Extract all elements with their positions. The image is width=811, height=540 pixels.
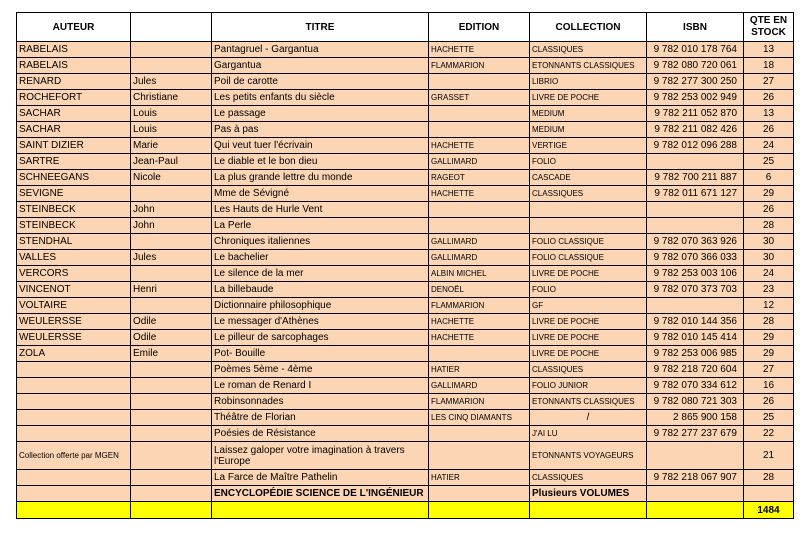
cell-qte [744,486,794,502]
cell-auteur: RABELAIS [17,58,131,74]
cell-titre: Le bachelier [212,250,429,266]
cell-isbn [647,486,744,502]
cell-edition [429,486,530,502]
cell-titre: Le passage [212,106,429,122]
cell-isbn: 9 782 012 096 288 [647,138,744,154]
cell-qte: 25 [744,154,794,170]
cell-collection: FOLIO CLASSIQUE [530,250,647,266]
cell-collection [530,202,647,218]
table-row [17,58,794,74]
cell-titre: Poésies de Résistance [212,426,429,442]
cell-prenom [131,266,212,282]
cell-edition: HATIER [429,470,530,486]
cell-prenom [131,378,212,394]
cell-edition: HACHETTE [429,186,530,202]
cell-prenom [131,442,212,470]
cell-edition: FLAMMARION [429,298,530,314]
cell-qte: 24 [744,138,794,154]
cell-auteur: RENARD [17,74,131,90]
table-row [17,266,794,282]
table-row [17,394,794,410]
cell-isbn: 2 865 900 158 [647,410,744,426]
cell-titre: Le roman de Renard I [212,378,429,394]
cell-edition: HATIER [429,362,530,378]
cell-prenom [131,486,212,502]
cell-edition: ALBIN MICHEL [429,266,530,282]
table-row [17,74,794,90]
cell-auteur: VERCORS [17,266,131,282]
cell-auteur: SACHAR [17,106,131,122]
cell-qte: 6 [744,170,794,186]
cell-collection: FOLIO [530,154,647,170]
cell-auteur: RABELAIS [17,42,131,58]
cell-qte: 29 [744,346,794,362]
cell-isbn: 9 782 080 721 303 [647,394,744,410]
cell-isbn [647,442,744,470]
cell-titre: Dictionnaire philosophique [212,298,429,314]
cell-prenom: Emile [131,346,212,362]
cell-isbn: 9 782 277 300 250 [647,74,744,90]
table-row [17,202,794,218]
cell-titre: Poil de carotte [212,74,429,90]
cell-qte: 28 [744,218,794,234]
cell-qte: 13 [744,106,794,122]
cell-titre: Théâtre de Florian [212,410,429,426]
cell-collection: ETONNANTS VOYAGEURS [530,442,647,470]
table-row [17,330,794,346]
cell-titre: Pot- Bouille [212,346,429,362]
header-edition: EDITION [429,13,530,42]
header-qte: QTE EN STOCK [744,13,794,42]
cell-isbn [647,298,744,314]
table-row [17,218,794,234]
total-quantity: 1484 [744,502,794,519]
cell-isbn: 9 782 211 082 426 [647,122,744,138]
cell-edition: FLAMMARION [429,58,530,74]
table-row [17,282,794,298]
cell-collection: LIVRE DE POCHE [530,266,647,282]
cell-prenom: Marie [131,138,212,154]
cell-qte: 28 [744,314,794,330]
cell-titre: ENCYCLOPÉDIE SCIENCE DE L'INGÉNIEUR [212,486,429,502]
cell-qte: 18 [744,58,794,74]
cell-prenom [131,186,212,202]
cell-prenom [131,426,212,442]
cell-auteur [17,362,131,378]
cell-collection: LIVRE DE POCHE [530,330,647,346]
cell-qte: 30 [744,234,794,250]
cell-prenom [131,234,212,250]
cell-edition [429,426,530,442]
table-row [17,378,794,394]
cell-isbn: 9 782 218 720 604 [647,362,744,378]
cell-prenom: John [131,202,212,218]
table-row [17,234,794,250]
cell-collection: ETONNANTS CLASSIQUES [530,394,647,410]
cell-collection: MEDIUM [530,122,647,138]
cell-collection: / [530,410,647,426]
cell-edition: GALLIMARD [429,234,530,250]
table-row [17,170,794,186]
cell-prenom: Louis [131,122,212,138]
cell-isbn: 9 782 010 178 764 [647,42,744,58]
cell-titre: La plus grande lettre du monde [212,170,429,186]
cell-prenom: Jean-Paul [131,154,212,170]
cell-qte: 16 [744,378,794,394]
total-cell-empty-2 [131,502,212,519]
cell-isbn: 9 782 010 144 356 [647,314,744,330]
table-row [17,154,794,170]
table-row [17,442,794,470]
cell-auteur: WEULERSSE [17,330,131,346]
cell-edition: RAGEOT [429,170,530,186]
table-row [17,470,794,486]
cell-collection: LIBRIO [530,74,647,90]
total-cell-empty-5 [530,502,647,519]
cell-edition [429,74,530,90]
cell-qte: 29 [744,330,794,346]
cell-edition: GRASSET [429,90,530,106]
cell-qte: 25 [744,410,794,426]
cell-titre: Mme de Sévigné [212,186,429,202]
cell-titre: Les petits enfants du siècle [212,90,429,106]
cell-prenom: Nicole [131,170,212,186]
cell-qte: 27 [744,362,794,378]
cell-edition [429,218,530,234]
cell-isbn: 9 782 070 363 926 [647,234,744,250]
cell-collection: FOLIO JUNIOR [530,378,647,394]
cell-qte: 24 [744,266,794,282]
cell-edition: LES CINQ DIAMANTS [429,410,530,426]
total-row [17,502,794,519]
stock-table [16,12,794,519]
cell-titre: La Perle [212,218,429,234]
cell-prenom: Christiane [131,90,212,106]
table-row [17,106,794,122]
cell-auteur: VINCENOT [17,282,131,298]
cell-qte: 26 [744,122,794,138]
cell-auteur: SAINT DIZIER [17,138,131,154]
table-row [17,250,794,266]
cell-prenom [131,394,212,410]
cell-auteur: VOLTAIRE [17,298,131,314]
cell-auteur: WEULERSSE [17,314,131,330]
cell-auteur: SACHAR [17,122,131,138]
cell-collection: LIVRE DE POCHE [530,90,647,106]
cell-titre: Le pilleur de sarcophages [212,330,429,346]
cell-auteur: STEINBECK [17,218,131,234]
cell-auteur [17,410,131,426]
cell-collection: CASCADE [530,170,647,186]
cell-edition: HACHETTE [429,314,530,330]
cell-isbn [647,202,744,218]
table-row [17,138,794,154]
cell-prenom [131,42,212,58]
cell-prenom [131,298,212,314]
cell-edition [429,442,530,470]
cell-titre: Pantagruel - Gargantua [212,42,429,58]
cell-isbn: 9 782 253 006 985 [647,346,744,362]
cell-edition: HACHETTE [429,330,530,346]
cell-edition: HACHETTE [429,42,530,58]
table-row [17,486,794,502]
cell-qte: 21 [744,442,794,470]
cell-collection: GF [530,298,647,314]
table-row [17,410,794,426]
cell-prenom: John [131,218,212,234]
cell-titre: Laissez galoper votre imagination à travers l'Europe [212,442,429,470]
cell-collection: FOLIO [530,282,647,298]
cell-isbn [647,154,744,170]
cell-qte: 29 [744,186,794,202]
table-row [17,122,794,138]
cell-prenom: Odile [131,330,212,346]
cell-prenom [131,470,212,486]
cell-prenom [131,58,212,74]
cell-auteur [17,426,131,442]
cell-collection: VERTIGE [530,138,647,154]
cell-isbn: 9 782 253 002 949 [647,90,744,106]
cell-titre: La billebaude [212,282,429,298]
cell-qte: 26 [744,394,794,410]
total-cell-empty-3 [212,502,429,519]
cell-collection: MEDIUM [530,106,647,122]
cell-titre: Les Hauts de Hurle Vent [212,202,429,218]
cell-isbn: 9 782 070 334 612 [647,378,744,394]
cell-collection: CLASSIQUES [530,362,647,378]
table-row [17,426,794,442]
cell-qte: 12 [744,298,794,314]
cell-collection: J'AI LU [530,426,647,442]
cell-edition: GALLIMARD [429,154,530,170]
cell-collection: CLASSIQUES [530,42,647,58]
cell-prenom: Odile [131,314,212,330]
cell-auteur [17,378,131,394]
cell-titre: Le messager d'Athènes [212,314,429,330]
table-row [17,186,794,202]
header-titre: TITRE [212,13,429,42]
cell-isbn: 9 782 010 145 414 [647,330,744,346]
header-isbn: ISBN [647,13,744,42]
cell-auteur: STENDHAL [17,234,131,250]
cell-titre: Qui veut tuer l'écrivain [212,138,429,154]
total-cell-empty-6 [647,502,744,519]
cell-auteur [17,486,131,502]
cell-edition: FLAMMARION [429,394,530,410]
cell-edition [429,122,530,138]
cell-collection: CLASSIQUES [530,186,647,202]
cell-auteur: ZOLA [17,346,131,362]
header-prenom [131,13,212,42]
cell-titre: La Farce de Maître Pathelin [212,470,429,486]
cell-collection: LIVRE DE POCHE [530,346,647,362]
cell-collection: LIVRE DE POCHE [530,314,647,330]
cell-titre: Le silence de la mer [212,266,429,282]
cell-edition [429,106,530,122]
cell-qte: 13 [744,42,794,58]
cell-auteur: SEVIGNE [17,186,131,202]
cell-isbn: 9 782 070 373 703 [647,282,744,298]
table-row [17,42,794,58]
header-collection: COLLECTION [530,13,647,42]
header-row [17,13,794,42]
cell-auteur: Collection offerte par MGEN [17,442,131,470]
total-cell-empty-1 [17,502,131,519]
cell-prenom: Jules [131,250,212,266]
table-row [17,346,794,362]
cell-edition: GALLIMARD [429,378,530,394]
cell-qte: 22 [744,426,794,442]
cell-prenom [131,362,212,378]
cell-auteur: VALLES [17,250,131,266]
cell-prenom: Henri [131,282,212,298]
cell-prenom: Jules [131,74,212,90]
cell-isbn: 9 782 700 211 887 [647,170,744,186]
cell-edition [429,346,530,362]
cell-prenom: Louis [131,106,212,122]
total-cell-empty-4 [429,502,530,519]
cell-edition [429,202,530,218]
table-row [17,90,794,106]
cell-collection: FOLIO CLASSIQUE [530,234,647,250]
cell-titre: Le diable et le bon dieu [212,154,429,170]
cell-collection: CLASSIQUES [530,470,647,486]
cell-edition: DENOËL [429,282,530,298]
table-body [17,42,794,502]
header-auteur: AUTEUR [17,13,131,42]
cell-auteur: SCHNEEGANS [17,170,131,186]
cell-qte: 23 [744,282,794,298]
table-row [17,298,794,314]
cell-qte: 28 [744,470,794,486]
cell-titre: Pas à pas [212,122,429,138]
cell-collection: ETONNANTS CLASSIQUES [530,58,647,74]
cell-auteur [17,470,131,486]
cell-isbn: 9 782 070 366 033 [647,250,744,266]
cell-titre: Robinsonnades [212,394,429,410]
cell-titre: Chroniques italiennes [212,234,429,250]
cell-titre: Poèmes 5ème - 4ème [212,362,429,378]
cell-edition: GALLIMARD [429,250,530,266]
cell-collection [530,218,647,234]
cell-isbn [647,218,744,234]
cell-auteur [17,394,131,410]
cell-isbn: 9 782 218 067 907 [647,470,744,486]
cell-qte: 27 [744,74,794,90]
cell-collection: Plusieurs VOLUMES [530,486,647,502]
cell-isbn: 9 782 211 052 870 [647,106,744,122]
cell-isbn: 9 782 253 003 106 [647,266,744,282]
cell-qte: 26 [744,90,794,106]
cell-isbn: 9 782 080 720 061 [647,58,744,74]
table-row [17,362,794,378]
cell-auteur: ROCHEFORT [17,90,131,106]
cell-edition: HACHETTE [429,138,530,154]
table-row [17,314,794,330]
cell-qte: 30 [744,250,794,266]
cell-isbn: 9 782 011 671 127 [647,186,744,202]
cell-titre: Gargantua [212,58,429,74]
cell-isbn: 9 782 277 237 679 [647,426,744,442]
cell-auteur: STEINBECK [17,202,131,218]
cell-prenom [131,410,212,426]
cell-qte: 26 [744,202,794,218]
cell-auteur: SARTRE [17,154,131,170]
